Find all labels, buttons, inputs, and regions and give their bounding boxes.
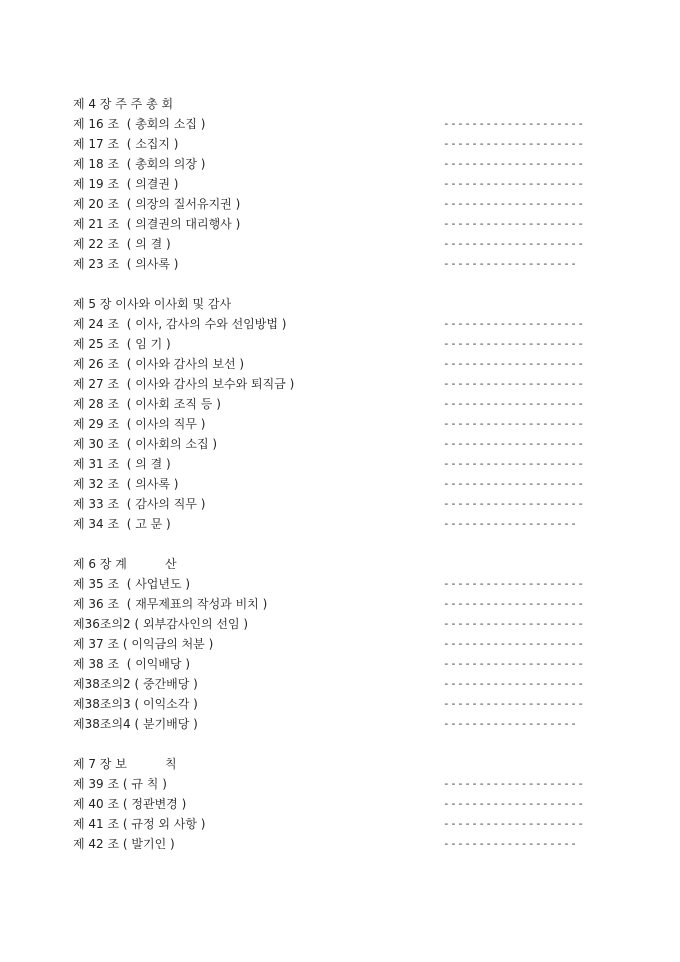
article-row [73,154,613,174]
article-row [73,814,613,834]
article-label: 제 42 조 ( 발기인 ) [73,837,175,851]
chapter-section [73,294,613,534]
article-label: 제 32 조 ( 의사록 ) [73,477,179,491]
article-label: 제 31 조 ( 의 결 ) [73,457,171,471]
article-label: 제 24 조 ( 이사, 감사의 수와 선임방법 ) [73,317,287,331]
dash-leader: -------------------- [443,117,585,130]
dash-leader: -------------------- [443,497,585,510]
article-label: 제 37 조 ( 이익금의 처분 ) [73,637,214,651]
dash-leader: ------------------- [443,837,578,850]
dash-leader: -------------------- [443,177,585,190]
chapter-section [73,94,613,274]
article-label: 제 36 조 ( 재무제표의 작성과 비치 ) [73,597,268,611]
article-label: 제 21 조 ( 의결권의 대리행사 ) [73,217,241,231]
article-row [73,414,613,434]
article-row [73,314,613,334]
chapter-title: 제 6 장 계 산 [73,557,177,571]
dash-leader: ------------------- [443,257,578,270]
article-row [73,454,613,474]
dash-leader: -------------------- [443,377,585,390]
dash-leader: -------------------- [443,237,585,250]
chapter-section [73,554,613,734]
dash-leader: -------------------- [443,417,585,430]
dash-leader: -------------------- [443,637,585,650]
article-label: 제38조의2 ( 중간배당 ) [73,677,198,691]
dash-leader: -------------------- [443,157,585,170]
dash-leader: -------------------- [443,317,585,330]
article-label: 제 39 조 ( 규 칙 ) [73,777,167,791]
article-row [73,574,613,594]
article-label: 제 17 조 ( 소집지 ) [73,137,179,151]
dash-leader: -------------------- [443,477,585,490]
chapter-title: 제 4 장 주 주 총 회 [73,97,174,111]
article-row [73,114,613,134]
dash-leader: -------------------- [443,677,585,690]
dash-leader: -------------------- [443,797,585,810]
dash-leader: -------------------- [443,357,585,370]
article-row [73,654,613,674]
dash-leader: -------------------- [443,817,585,830]
article-label: 제 22 조 ( 의 결 ) [73,237,171,251]
article-label: 제36조의2 ( 외부감사인의 선임 ) [73,617,249,631]
article-label: 제38조의3 ( 이익소각 ) [73,697,198,711]
article-row [73,334,613,354]
dash-leader: -------------------- [443,197,585,210]
dash-leader: -------------------- [443,457,585,470]
article-row [73,434,613,454]
article-label: 제 18 조 ( 총회의 의장 ) [73,157,206,171]
article-label: 제 20 조 ( 의장의 질서유지권 ) [73,197,241,211]
article-row [73,234,613,254]
article-label: 제 38 조 ( 이익배당 ) [73,657,191,671]
article-label: 제 30 조 ( 이사회의 소집 ) [73,437,218,451]
dash-leader: -------------------- [443,777,585,790]
article-label: 제 35 조 ( 사업년도 ) [73,577,191,591]
dash-leader: -------------------- [443,397,585,410]
article-label: 제 28 조 ( 이사회 조직 등 ) [73,397,221,411]
dash-leader: -------------------- [443,337,585,350]
chapter-section [73,754,613,854]
article-row [73,634,613,654]
dash-leader: -------------------- [443,217,585,230]
article-row [73,214,613,234]
article-label: 제 27 조 ( 이사와 감사의 보수와 퇴직금 ) [73,377,295,391]
article-row [73,514,613,534]
article-row [73,694,613,714]
article-row [73,674,613,694]
article-row [73,254,613,274]
article-row [73,374,613,394]
dash-leader: -------------------- [443,137,585,150]
article-label: 제 23 조 ( 의사록 ) [73,257,179,271]
article-row [73,714,613,734]
article-row [73,594,613,614]
article-row [73,134,613,154]
article-row [73,774,613,794]
dash-leader: ------------------- [443,717,578,730]
article-label: 제 40 조 ( 정관변경 ) [73,797,187,811]
dash-leader: -------------------- [443,577,585,590]
dash-leader: -------------------- [443,597,585,610]
dash-leader: -------------------- [443,437,585,450]
dash-leader: -------------------- [443,657,585,670]
article-row [73,354,613,374]
article-row [73,174,613,194]
article-row [73,834,613,854]
article-row [73,794,613,814]
article-row [73,614,613,634]
table-of-contents [73,94,613,874]
article-label: 제 26 조 ( 이사와 감사의 보선 ) [73,357,245,371]
article-label: 제 41 조 ( 규정 외 사항 ) [73,817,206,831]
article-label: 제 34 조 ( 고 문 ) [73,517,171,531]
article-label: 제 29 조 ( 이사의 직무 ) [73,417,206,431]
chapter-title: 제 5 장 이사와 이사회 및 감사 [73,297,232,311]
article-label: 제 25 조 ( 임 기 ) [73,337,171,351]
dash-leader: -------------------- [443,697,585,710]
article-row [73,394,613,414]
article-row [73,494,613,514]
article-label: 제 19 조 ( 의결권 ) [73,177,179,191]
article-label: 제 16 조 ( 총회의 소집 ) [73,117,206,131]
article-label: 제 33 조 ( 감사의 직무 ) [73,497,206,511]
chapter-title: 제 7 장 보 칙 [73,757,177,771]
article-label: 제38조의4 ( 분기배당 ) [73,717,198,731]
dash-leader: -------------------- [443,617,585,630]
article-row [73,474,613,494]
article-row [73,194,613,214]
dash-leader: ------------------- [443,517,578,530]
